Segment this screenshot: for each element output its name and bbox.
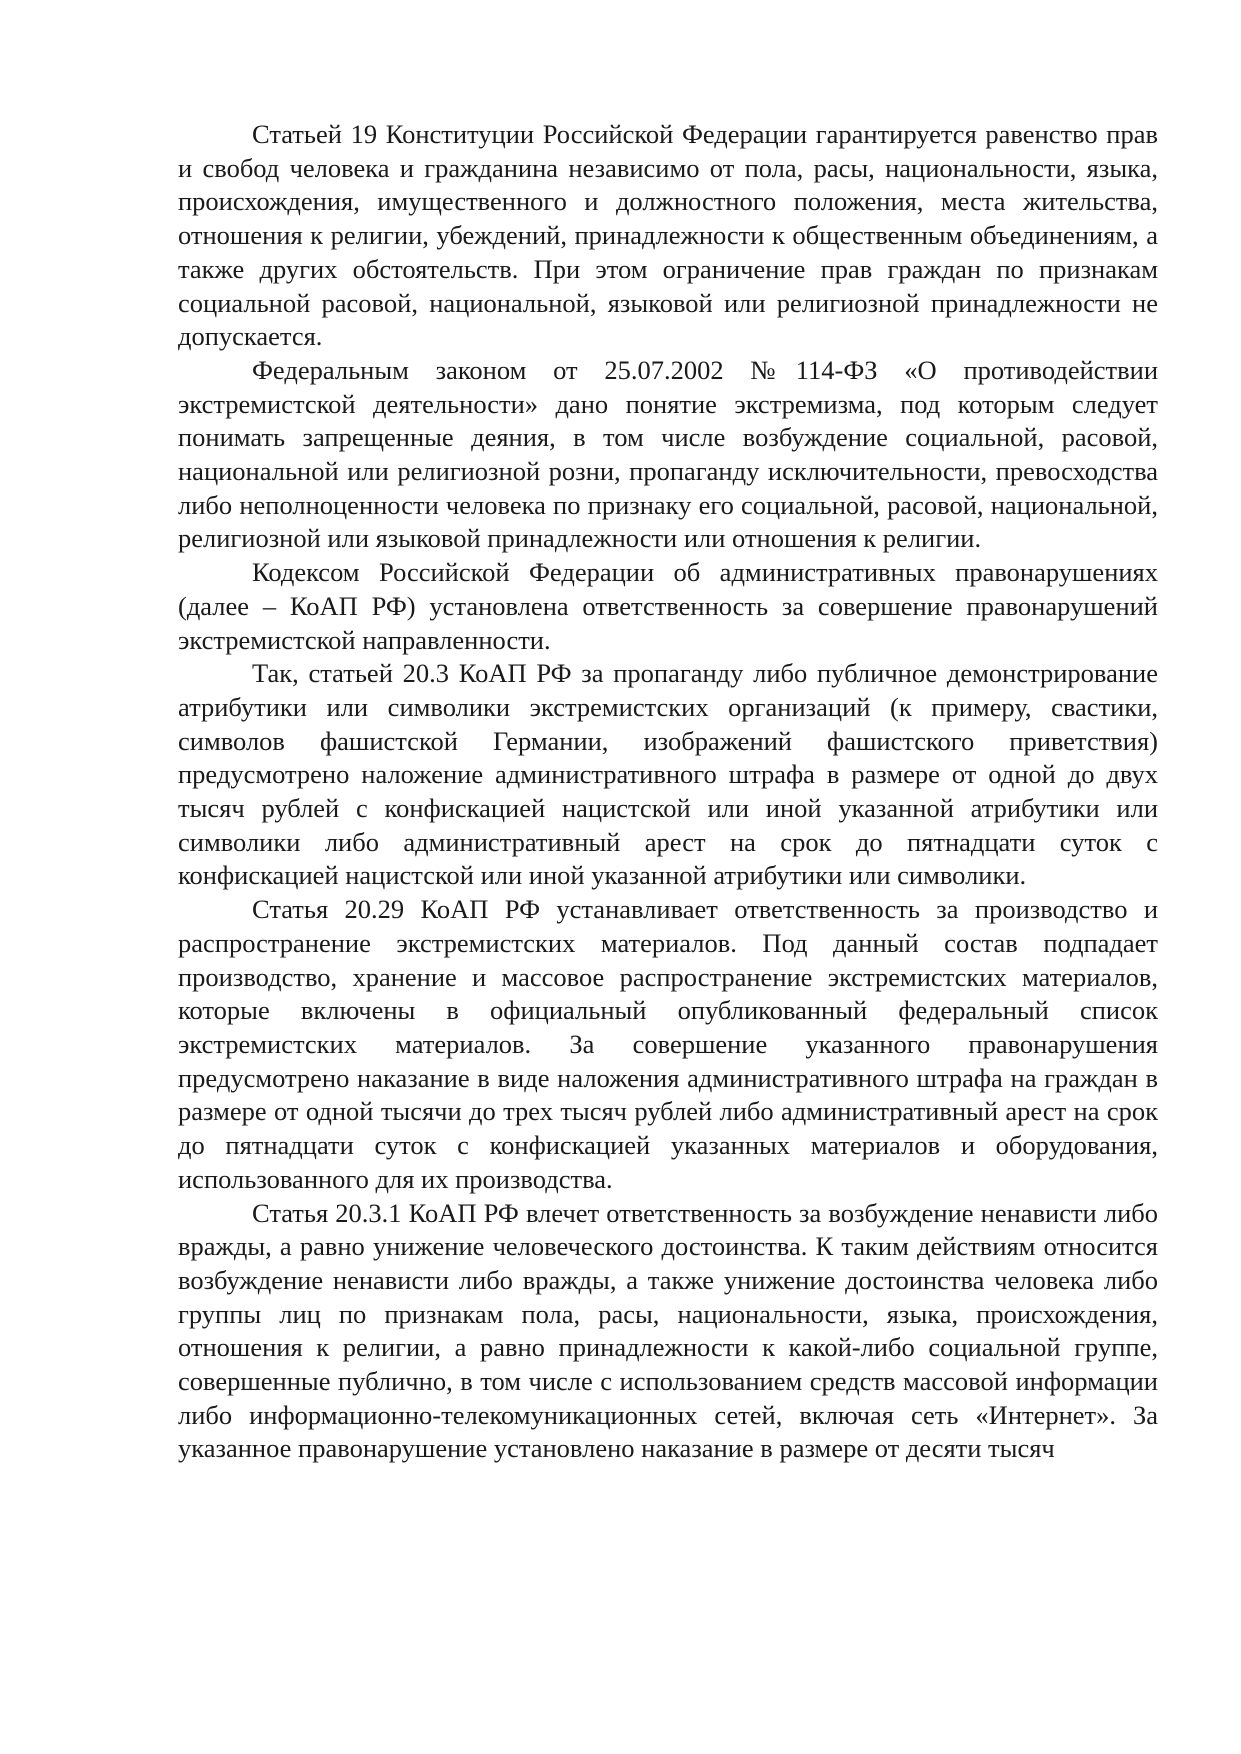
paragraph-koap-intro: Кодексом Российской Федерации об административных правонарушениях (далее – КоАП РФ) установлена ответственность за совершение правонарушений экстремистской направленности. bbox=[178, 557, 1158, 655]
paragraph-article-20-29: Статья 20.29 КоАП РФ устанавливает ответственность за производство и распространение экстремистских материалов. Под данный состав подпадает производство, хранение и массовое распространение экстремистских материалов, которые включены в официальный опубликованный федеральный список экстремистских материалов. За совершение указанного правонарушения предусмотрено наказание в виде наложения административного штрафа на граждан в размере от одной тысячи до трех тысяч рублей либо административный арест на срок до пятнадцати суток с конфискацией указанных материалов и оборудования, использованного для их производства. bbox=[178, 894, 1158, 1194]
document-page bbox=[178, 118, 1158, 1466]
paragraph-federal-law-114: Федеральным законом от 25.07.2002 №114-ФЗ «О противодействии экстремистской деятельности» дано понятие экстремизма, под которым следует понимать запрещенные деяния, в том числе возбуждение социальной, расовой, национальной или религиозной розни, пропаганду исключительности, превосходства либо неполноценности человека по признаку его социальной, расовой, национальной, религиозной или языковой принадлежности или отношения к религии. bbox=[178, 354, 1158, 554]
paragraph-constitution-article-19: Статьей 19 Конституции Российской Федерации гарантируется равенство прав и свобод человека и гражданина независимо от пола, расы, национальности, языка, происхождения, имущественного и должностного положения, места жительства, отношения к религии, убеждений, принадлежности к общественным объединениям, а также других обстоятельств. При этом ограничение прав граждан по признакам социальной расовой, национальной, языковой или религиозной принадлежности не допускается. bbox=[178, 119, 1158, 352]
paragraph-article-20-3: Так, статьей 20.3 КоАП РФ за пропаганду либо публичное демонстрирование атрибутики или символики экстремистских организаций (к примеру, свастики, символов фашистской Германии, изображений фашистского приветствия) предусмотрено наложение административного штрафа в размере от одной до двух тысяч рублей с конфискацией нацистской или иной указанной атрибутики или символики либо административный арест на срок до пятнадцати суток с конфискацией нацистской или иной указанной атрибутики или символики. bbox=[178, 658, 1158, 891]
paragraph-article-20-3-1: Статья 20.3.1 КоАП РФ влечет ответственность за возбуждение ненависти либо вражды, а равно унижение человеческого достоинства. К таким действиям относится возбуждение ненависти либо вражды, а также унижение достоинства человека либо группы лиц по признакам пола, расы, национальности, языка, происхождения, отношения к религии, а равно принадлежности к какой-либо социальной группе, совершенные публично, в том числе с использованием средств массовой информации либо информационно-телекомуникационных сетей, включая сеть «Интернет». За указанное правонарушение установлено наказание в размере от десяти тысяч bbox=[178, 1197, 1158, 1464]
